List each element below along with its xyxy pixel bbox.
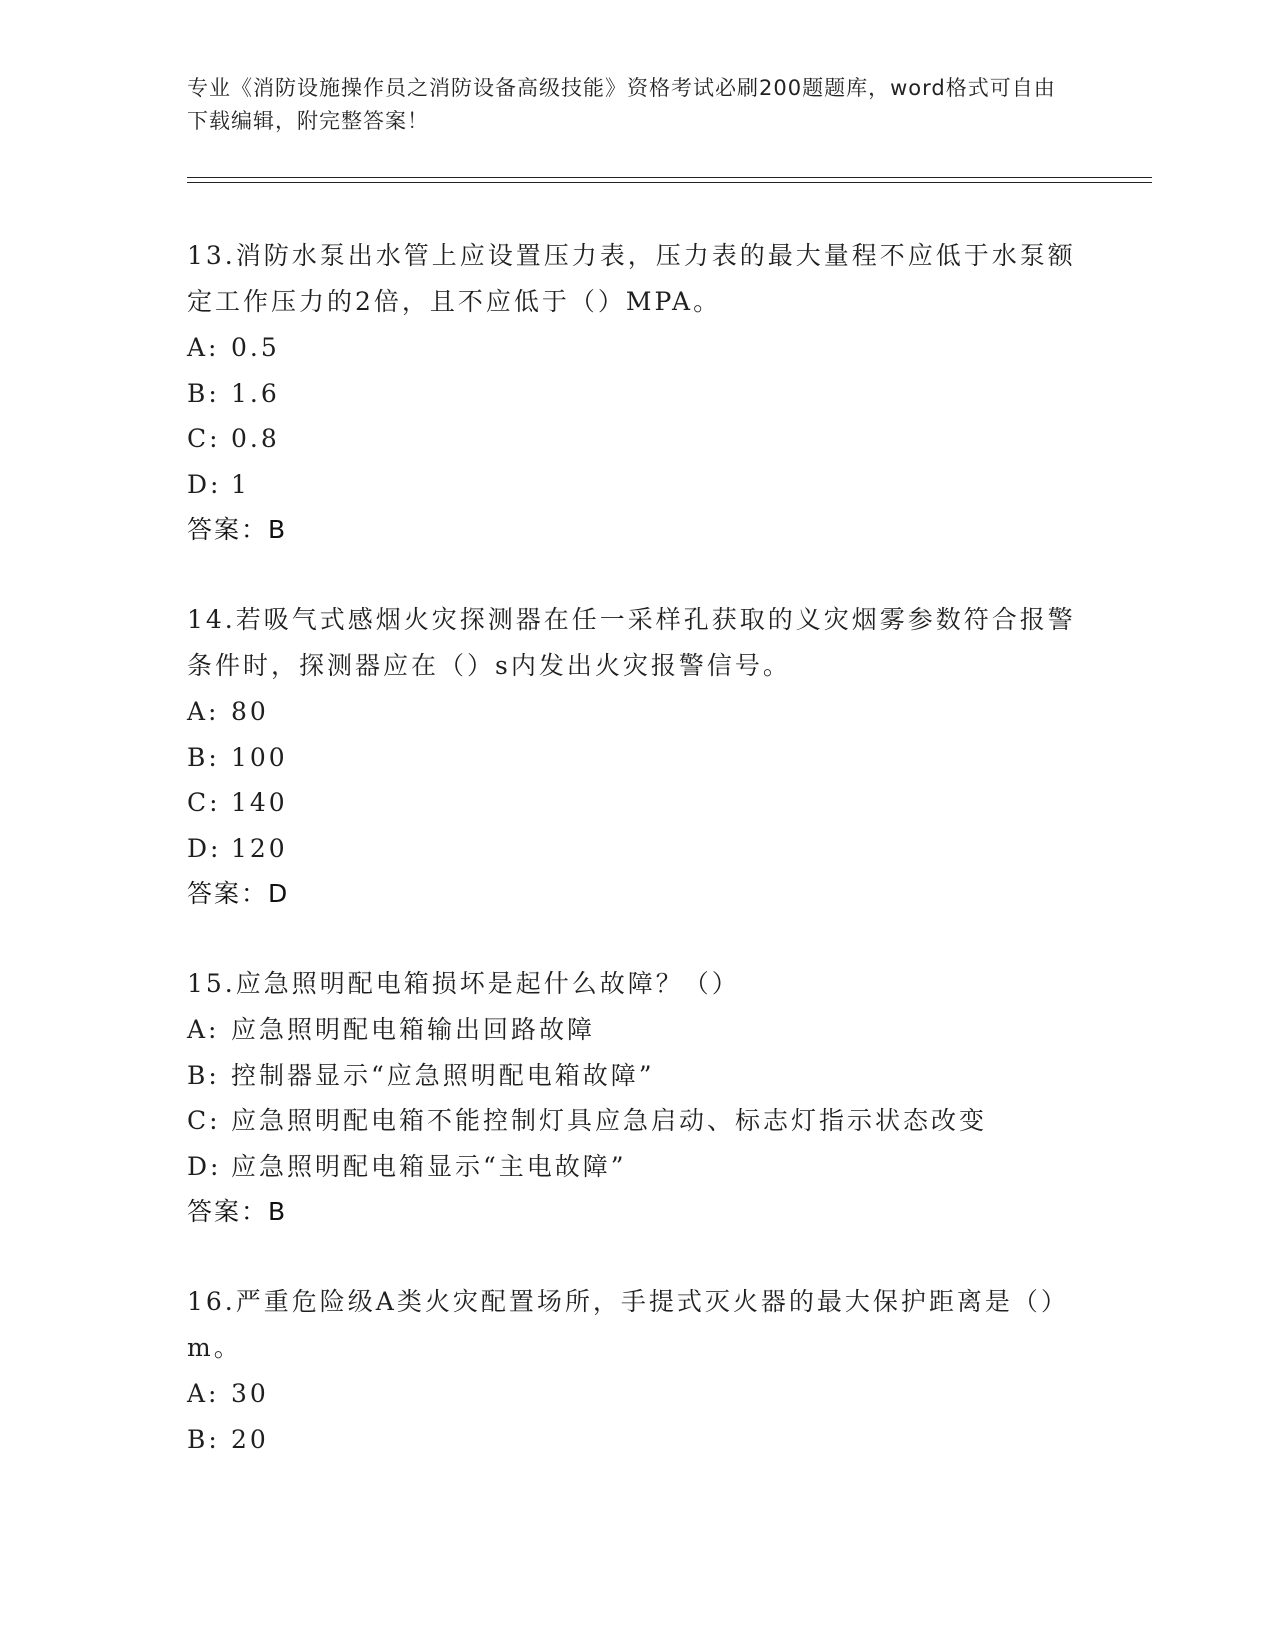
answer-line: 答案：B (187, 515, 288, 544)
question-text: 14.若吸气式感烟火灾探测器在任一采样孔获取的义灾烟雾参数符合报警条件时，探测器应在（）s内发出火灾报警信号。 (187, 605, 1076, 680)
option-key: B: (187, 742, 220, 772)
option-d (187, 826, 1087, 872)
header-divider-top (187, 177, 1152, 178)
option-key: B: (187, 1424, 220, 1454)
option-value: 控制器显示“应急照明配电箱故障” (231, 1060, 655, 1090)
option-key: C: (187, 424, 221, 453)
option-key: B: (187, 378, 220, 408)
option-value: 0.8 (231, 424, 280, 453)
option-key: D: (187, 469, 222, 499)
option-b (187, 1417, 1087, 1463)
option-c (187, 780, 1087, 826)
option-b (187, 1053, 1087, 1099)
question-text: 16.严重危险级A类火灾配置场所，手提式灭火器的最大保护距离是（）m。 (187, 1287, 1069, 1362)
option-value: 应急照明配电箱输出回路故障 (231, 1015, 596, 1044)
option-c (187, 416, 1087, 462)
option-a (187, 325, 1087, 371)
option-key: A: (187, 333, 220, 362)
option-a (187, 1007, 1087, 1053)
option-key: D: (187, 1151, 222, 1181)
option-value: 1 (231, 469, 250, 499)
question-text: 13.消防水泵出水管上应设置压力表，压力表的最大量程不应低于水泵额定工作压力的2倍，且不应低于（）MPA。 (187, 241, 1076, 316)
option-value: 140 (231, 788, 288, 817)
option-value: 120 (231, 833, 288, 863)
option-a (187, 1371, 1087, 1417)
option-value: 20 (231, 1424, 269, 1454)
option-key: A: (187, 1015, 220, 1044)
option-value: 应急照明配电箱不能控制灯具应急启动、标志灯指示状态改变 (231, 1106, 988, 1135)
question-14 (187, 597, 1087, 917)
option-a (187, 689, 1087, 735)
option-c (187, 1098, 1087, 1144)
option-key: C: (187, 788, 221, 817)
option-value: 1.6 (231, 378, 280, 408)
option-d (187, 1144, 1087, 1190)
option-value: 30 (231, 1379, 269, 1408)
option-key: D: (187, 833, 222, 863)
option-key: A: (187, 1379, 220, 1408)
question-text: 15.应急照明配电箱损坏是起什么故障？（） (187, 969, 740, 998)
option-b (187, 371, 1087, 417)
option-d (187, 462, 1087, 508)
option-key: A: (187, 697, 220, 726)
option-key: C: (187, 1106, 221, 1135)
option-value: 0.5 (231, 333, 280, 362)
option-key: B: (187, 1060, 220, 1090)
header-divider-bottom (187, 182, 1152, 183)
option-value: 80 (231, 697, 269, 726)
answer-line: 答案：B (187, 1197, 288, 1226)
question-16 (187, 1279, 1087, 1462)
option-value: 应急照明配电箱显示“主电故障” (231, 1151, 627, 1181)
option-b (187, 735, 1087, 781)
question-15 (187, 961, 1087, 1235)
question-13 (187, 233, 1087, 553)
answer-line: 答案：D (187, 879, 290, 908)
document-header: 专业《消防设施操作员之消防设备高级技能》资格考试必刷200题题库，word格式可自由下载编辑，附完整答案！ (187, 76, 1056, 133)
option-value: 100 (231, 742, 288, 772)
